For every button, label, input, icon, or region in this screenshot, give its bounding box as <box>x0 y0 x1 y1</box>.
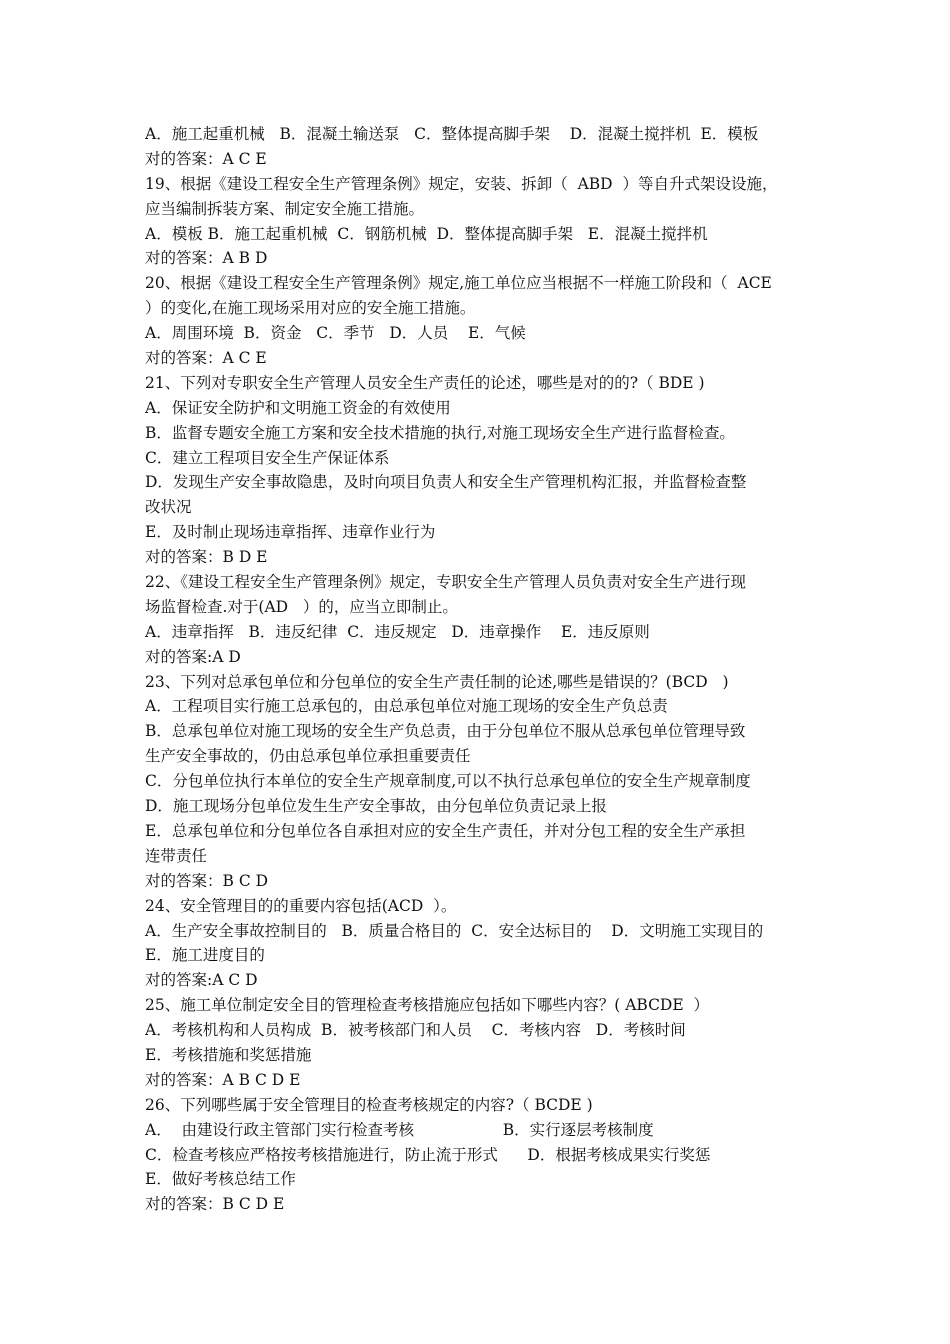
question-26: 26、下列哪些属于安全管理目的检查考核规定的内容?（ BCDE ) <box>145 1095 593 1114</box>
question-19-answer: 对的答案：A B D <box>145 249 268 268</box>
question-24-option-e: E．施工进度目的 <box>145 946 265 965</box>
question-23-option-a: A．工程项目实行施工总承包的，由总承包单位对施工现场的安全生产负总责 <box>145 697 668 716</box>
question-24-answer: 对的答案:A C D <box>145 971 258 990</box>
question-26-option-e: E．做好考核总结工作 <box>145 1170 296 1189</box>
question-21-option-d-cont: 改状况 <box>145 498 192 517</box>
question-26-options-ab: A． 由建设行政主管部门实行检查考核 B．实行逐层考核制度 <box>145 1120 654 1139</box>
question-19-options: A．模板 B．施工起重机械 C．钢筋机械 D．整体提高脚手架 E．混凝土搅拌机 <box>145 224 708 243</box>
question-26-answer: 对的答案：B C D E <box>145 1195 285 1214</box>
question-25-options: A．考核机构和人员构成 B．被考核部门和人员 C．考核内容 D．考核时间 <box>145 1021 686 1040</box>
question-21-answer: 对的答案：B D E <box>145 548 268 567</box>
question-22: 22、《建设工程安全生产管理条例》规定，专职安全生产管理人员负责对安全生产进行现 <box>145 573 746 592</box>
question-23: 23、下列对总承包单位和分包单位的安全生产责任制的论述,哪些是错误的？(BCD ) <box>145 672 729 691</box>
question-23-answer: 对的答案：B C D <box>145 871 269 890</box>
option-line: A．施工起重机械 B．混凝土输送泵 C．整体提高脚手架 D．混凝土搅拌机 E．模板 <box>145 125 759 143</box>
question-23-option-d: D．施工现场分包单位发生生产安全事故，由分包单位负责记录上报 <box>145 797 607 816</box>
question-26-options-cd: C．检查考核应严格按考核措施进行，防止流于形式 D．根据考核成果实行奖惩 <box>145 1145 711 1164</box>
question-22-options: A．违章指挥 B．违反纪律 C．违反规定 D．违章操作 E．违反原则 <box>145 622 650 641</box>
answer-line: 对的答案：A C E <box>145 149 267 168</box>
question-23-option-b-cont: 生产安全事故的，仍由总承包单位承担重要责任 <box>145 747 471 766</box>
question-19: 19、根据《建设工程安全生产管理条例》规定，安装、拆卸（ ABD ）等自升式架设设施， <box>145 174 778 193</box>
document-body <box>145 122 815 1217</box>
question-23-option-b: B．总承包单位对施工现场的安全生产负总责，由于分包单位不服从总承包单位管理导致 <box>145 722 746 741</box>
question-23-option-e-cont: 连带责任 <box>145 846 208 865</box>
question-21: 21、下列对专职安全生产管理人员安全生产责任的论述，哪些是对的的?（ BDE ) <box>145 373 705 392</box>
question-21-option-a: A．保证安全防护和文明施工资金的有效使用 <box>145 398 451 417</box>
question-20-cont: ）的变化,在施工现场采用对应的安全施工措施。 <box>145 299 476 318</box>
question-19-cont: 应当编制拆装方案、制定安全施工措施。 <box>145 199 425 218</box>
question-21-option-e: E．及时制止现场违章指挥、违章作业行为 <box>145 523 436 542</box>
question-25-option-e: E．考核措施和奖惩措施 <box>145 1045 312 1064</box>
question-25: 25、施工单位制定安全目的管理检查考核措施应包括如下哪些内容？( ABCDE ） <box>145 996 710 1015</box>
question-21-option-d: D．发现生产安全事故隐患，及时向项目负责人和安全生产管理机构汇报，并监督检查整 <box>145 473 747 492</box>
question-22-cont: 场监督检查.对于(AD ）的，应当立即制止。 <box>145 597 458 616</box>
question-23-option-e: E．总承包单位和分包单位各自承担对应的安全生产责任，并对分包工程的安全生产承担 <box>145 821 746 840</box>
question-23-option-c: C．分包单位执行本单位的安全生产规章制度,可以不执行总承包单位的安全生产规章制度 <box>145 772 751 791</box>
question-24: 24、安全管理目的的重要内容包括(ACD ）。 <box>145 896 457 915</box>
question-20-answer: 对的答案：A C E <box>145 349 267 368</box>
question-21-option-b: B．监督专题安全施工方案和安全技术措施的执行,对施工现场安全生产进行监督检查。 <box>145 423 735 442</box>
question-24-options: A．生产安全事故控制目的 B．质量合格目的 C．安全达标目的 D．文明施工实现目的 <box>145 921 764 940</box>
question-21-option-c: C．建立工程项目安全生产保证体系 <box>145 448 390 467</box>
question-25-answer: 对的答案：A B C D E <box>145 1070 301 1089</box>
question-22-answer: 对的答案:A D <box>145 647 241 666</box>
question-20-options: A．周围环境 B．资金 C．季节 D．人员 E．气候 <box>145 324 526 343</box>
question-20: 20、根据《建设工程安全生产管理条例》规定,施工单位应当根据不一样施工阶段和（ ACE <box>145 274 772 293</box>
